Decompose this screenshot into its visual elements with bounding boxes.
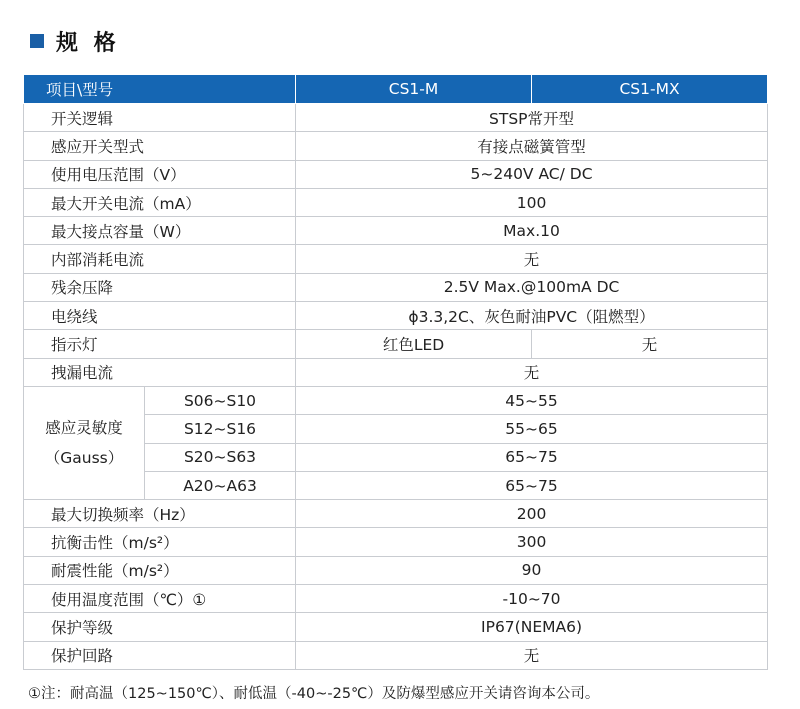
row-label: 残余压降	[24, 273, 296, 301]
spec-table	[23, 74, 768, 670]
table-row	[24, 556, 768, 584]
row-label: 指示灯	[24, 330, 296, 358]
row-label: 抗衡击性（m/s²）	[24, 528, 296, 556]
row-label: 耐震性能（m/s²）	[24, 556, 296, 584]
table-row	[24, 528, 768, 556]
sensitivity-range: S12~S16	[145, 415, 296, 443]
header-item: 项目\型号	[24, 75, 296, 104]
sensitivity-label-line1: 感应灵敏度	[45, 419, 123, 438]
sensitivity-value: 45~55	[296, 386, 768, 414]
row-label: 内部消耗电流	[24, 245, 296, 273]
row-value: 无	[296, 641, 768, 669]
row-value: 无	[296, 245, 768, 273]
row-value: 200	[296, 500, 768, 528]
row-value: Max.10	[296, 217, 768, 245]
table-row	[24, 585, 768, 613]
indicator-row	[24, 330, 768, 358]
sensitivity-value: 65~75	[296, 471, 768, 499]
section-heading	[30, 28, 120, 54]
footnote: ①注：耐高温（125~150℃）、耐低温（-40~-25℃）及防爆型感应开关请咨询本公司。	[28, 686, 600, 702]
row-value: 有接点磁簧管型	[296, 132, 768, 160]
row-label: 最大接点容量（W）	[24, 217, 296, 245]
row-label: 保护回路	[24, 641, 296, 669]
row-value: 100	[296, 188, 768, 216]
row-value: 5~240V AC/ DC	[296, 160, 768, 188]
table-row	[24, 104, 768, 132]
sensitivity-range: A20~A63	[145, 471, 296, 499]
row-value: 300	[296, 528, 768, 556]
row-label: 感应开关型式	[24, 132, 296, 160]
row-label: 保护等级	[24, 613, 296, 641]
table-row	[24, 302, 768, 330]
table-row	[24, 132, 768, 160]
row-value: -10~70	[296, 585, 768, 613]
header-model-cs1-mx: CS1-MX	[532, 75, 768, 104]
table-row	[24, 188, 768, 216]
indicator-value-cs1-mx: 无	[532, 330, 768, 358]
section-title: 规 格	[56, 30, 120, 56]
row-label: 使用电压范围（V）	[24, 160, 296, 188]
table-row	[24, 641, 768, 669]
indicator-value-cs1-m: 红色LED	[296, 330, 532, 358]
leakage-row	[24, 358, 768, 386]
table-row	[24, 217, 768, 245]
row-label: 开关逻辑	[24, 104, 296, 132]
row-label: 最大切换频率（Hz）	[24, 500, 296, 528]
table-row	[24, 245, 768, 273]
row-value: IP67(NEMA6)	[296, 613, 768, 641]
table-row	[24, 273, 768, 301]
table-row	[24, 500, 768, 528]
row-value: 无	[296, 358, 768, 386]
sensitivity-label	[24, 386, 145, 499]
sensitivity-label-line2: （Gauss）	[44, 449, 124, 468]
sensitivity-value: 55~65	[296, 415, 768, 443]
sensitivity-value: 65~75	[296, 443, 768, 471]
table-row	[24, 613, 768, 641]
table-header-row	[24, 75, 768, 104]
sensitivity-range: S20~S63	[145, 443, 296, 471]
row-label: 最大开关电流（mA）	[24, 188, 296, 216]
heading-square-icon	[30, 34, 44, 48]
row-label: 拽漏电流	[24, 358, 296, 386]
row-value: 2.5V Max.@100mA DC	[296, 273, 768, 301]
row-value: STSP常开型	[296, 104, 768, 132]
row-label: 电绕线	[24, 302, 296, 330]
table-row	[24, 160, 768, 188]
row-value: 90	[296, 556, 768, 584]
sensitivity-range: S06~S10	[145, 386, 296, 414]
sensitivity-row	[24, 386, 768, 414]
row-value: ϕ3.3,2C、灰色耐油PVC（阻燃型）	[296, 302, 768, 330]
row-label: 使用温度范围（℃）①	[24, 585, 296, 613]
header-model-cs1-m: CS1-M	[296, 75, 532, 104]
